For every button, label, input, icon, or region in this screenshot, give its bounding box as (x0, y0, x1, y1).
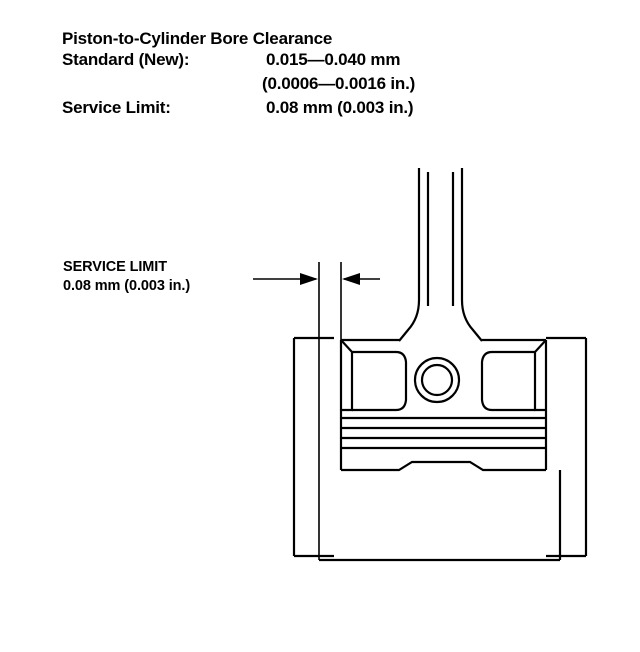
callout-line-1: SERVICE LIMIT (63, 259, 167, 275)
connecting-rod (399, 168, 482, 341)
lower-bore-lines (319, 470, 560, 560)
callout-line-2: 0.08 mm (0.003 in.) (63, 278, 191, 294)
spec-value-standard-mm: 0.015—0.040 mm (266, 50, 401, 69)
spec-value-standard-in: (0.0006—0.0016 in.) (262, 74, 416, 93)
spec-value-service-limit: 0.08 mm (0.003 in.) (266, 98, 414, 117)
spec-label-standard: Standard (New): (62, 50, 190, 69)
spec-label-service-limit: Service Limit: (62, 98, 171, 117)
spec-title: Piston-to-Cylinder Bore Clearance (62, 29, 333, 48)
piston (341, 340, 546, 470)
dimension-arrowheads (300, 273, 360, 285)
